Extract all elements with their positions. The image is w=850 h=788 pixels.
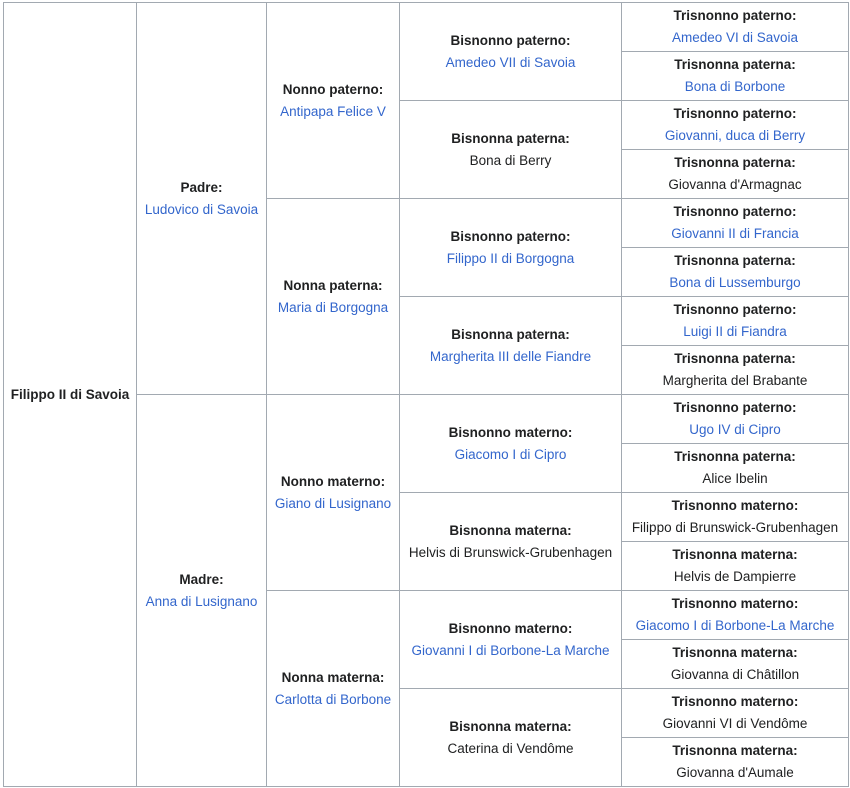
subject-cell: [4, 3, 137, 787]
great-great-grandparent-cell: [622, 591, 849, 640]
great-great-grandparent-name: Helvis de Dampierre: [673, 569, 797, 584]
great-grandparent-cell: [400, 591, 622, 689]
grandparent-name[interactable]: Maria di Borgogna: [277, 299, 389, 315]
great-grandparent-name[interactable]: Giovanni I di Borbone-La Marche: [411, 642, 610, 658]
great-great-grandparent-role: Trisnonna paterna:: [674, 449, 796, 464]
great-great-grandparent-name[interactable]: Giovanni, duca di Berry: [664, 128, 806, 143]
great-grandparent-role: Bisnonna materna:: [449, 718, 572, 734]
great-great-grandparent-cell: [622, 199, 849, 248]
parent-role: Padre:: [180, 179, 223, 195]
great-great-grandparent-name: Filippo di Brunswick-Grubenhagen: [631, 520, 839, 535]
great-great-grandparent-cell: [622, 395, 849, 444]
great-great-grandparent-cell: [622, 640, 849, 689]
grandparent-cell: [267, 199, 400, 395]
great-great-grandparent-role: Trisnonno materno:: [671, 694, 799, 709]
subject-name: Filippo II di Savoia: [10, 386, 130, 402]
great-great-grandparent-name[interactable]: Ugo IV di Cipro: [689, 422, 781, 437]
great-grandparent-role: Bisnonna materna:: [449, 522, 572, 538]
great-great-grandparent-cell: [622, 248, 849, 297]
great-grandparent-role: Bisnonno materno:: [448, 620, 573, 636]
great-great-grandparent-name[interactable]: Bona di Lussemburgo: [669, 275, 801, 290]
great-great-grandparent-role: Trisnonna paterna:: [674, 351, 796, 366]
great-great-grandparent-name[interactable]: Giovanni II di Francia: [671, 226, 799, 241]
parent-cell: [137, 395, 267, 787]
great-great-grandparent-name: Alice Ibelin: [702, 471, 768, 486]
great-great-grandparent-role: Trisnonno materno:: [671, 498, 799, 513]
great-grandparent-name: Caterina di Vendôme: [447, 740, 574, 756]
grandparent-role: Nonna paterna:: [283, 277, 383, 293]
great-grandparent-role: Bisnonna paterna:: [451, 326, 570, 342]
parent-role: Madre:: [179, 571, 224, 587]
great-great-grandparent-cell: [622, 3, 849, 52]
great-great-grandparent-name: Giovanna d'Armagnac: [668, 177, 802, 192]
parent-name[interactable]: Ludovico di Savoia: [144, 201, 259, 217]
great-great-grandparent-role: Trisnonna paterna:: [674, 57, 796, 72]
great-great-grandparent-role: Trisnonna paterna:: [674, 253, 796, 268]
great-great-grandparent-name: Giovanna di Châtillon: [670, 667, 800, 682]
great-great-grandparent-role: Trisnonno paterno:: [673, 204, 797, 219]
great-grandparent-cell: [400, 297, 622, 395]
great-great-grandparent-cell: [622, 346, 849, 395]
great-grandparent-role: Bisnonna paterna:: [451, 130, 570, 146]
parent-name[interactable]: Anna di Lusignano: [145, 593, 258, 609]
great-great-grandparent-cell: [622, 493, 849, 542]
grandparent-cell: [267, 395, 400, 591]
great-grandparent-role: Bisnonno materno:: [448, 424, 573, 440]
grandparent-name[interactable]: Antipapa Felice V: [280, 103, 386, 119]
great-grandparent-name: Bona di Berry: [469, 152, 552, 168]
grandparent-name[interactable]: Giano di Lusignano: [274, 495, 392, 511]
great-great-grandparent-name[interactable]: Luigi II di Fiandra: [683, 324, 787, 339]
great-great-grandparent-role: Trisnonno paterno:: [673, 106, 797, 121]
great-grandparent-cell: [400, 101, 622, 199]
great-great-grandparent-cell: [622, 150, 849, 199]
great-grandparent-name[interactable]: Giacomo I di Cipro: [454, 446, 567, 462]
great-great-grandparent-role: Trisnonno paterno:: [673, 8, 797, 23]
great-great-grandparent-role: Trisnonno materno:: [671, 596, 799, 611]
great-great-grandparent-cell: [622, 297, 849, 346]
grandparent-role: Nonna materna:: [281, 669, 385, 685]
great-great-grandparent-name: Giovanni VI di Vendôme: [662, 716, 808, 731]
great-great-grandparent-cell: [622, 101, 849, 150]
great-great-grandparent-role: Trisnonno paterno:: [673, 400, 797, 415]
great-great-grandparent-role: Trisnonna materna:: [672, 645, 798, 660]
great-grandparent-role: Bisnonno paterno:: [450, 32, 571, 48]
great-grandparent-name[interactable]: Amedeo VII di Savoia: [445, 54, 576, 70]
grandparent-role: Nonno materno:: [280, 473, 386, 489]
great-great-grandparent-name[interactable]: Giacomo I di Borbone-La Marche: [635, 618, 835, 633]
great-grandparent-cell: [400, 493, 622, 591]
grandparent-role: Nonno paterno:: [282, 81, 384, 97]
grandparent-cell: [267, 591, 400, 787]
great-great-grandparent-role: Trisnonna paterna:: [674, 155, 796, 170]
great-grandparent-name[interactable]: Margherita III delle Fiandre: [429, 348, 592, 364]
parent-cell: [137, 3, 267, 395]
great-grandparent-role: Bisnonno paterno:: [450, 228, 571, 244]
great-great-grandparent-role: Trisnonna materna:: [672, 547, 798, 562]
great-great-grandparent-role: Trisnonno paterno:: [673, 302, 797, 317]
great-grandparent-cell: [400, 199, 622, 297]
great-great-grandparent-name: Margherita del Brabante: [662, 373, 808, 388]
great-grandparent-cell: [400, 3, 622, 101]
great-great-grandparent-cell: [622, 738, 849, 787]
grandparent-name[interactable]: Carlotta di Borbone: [274, 691, 392, 707]
great-great-grandparent-name: Giovanna d'Aumale: [676, 765, 794, 780]
great-great-grandparent-name[interactable]: Amedeo VI di Savoia: [671, 30, 799, 45]
great-grandparent-cell: [400, 395, 622, 493]
great-great-grandparent-name[interactable]: Bona di Borbone: [684, 79, 786, 94]
great-great-grandparent-cell: [622, 52, 849, 101]
pedigree-table: [3, 2, 849, 787]
great-great-grandparent-cell: [622, 689, 849, 738]
grandparent-cell: [267, 3, 400, 199]
great-grandparent-name: Helvis di Brunswick-Grubenhagen: [408, 544, 613, 560]
great-grandparent-name[interactable]: Filippo II di Borgogna: [446, 250, 575, 266]
great-grandparent-cell: [400, 689, 622, 787]
great-great-grandparent-cell: [622, 542, 849, 591]
great-great-grandparent-role: Trisnonna materna:: [672, 743, 798, 758]
great-great-grandparent-cell: [622, 444, 849, 493]
